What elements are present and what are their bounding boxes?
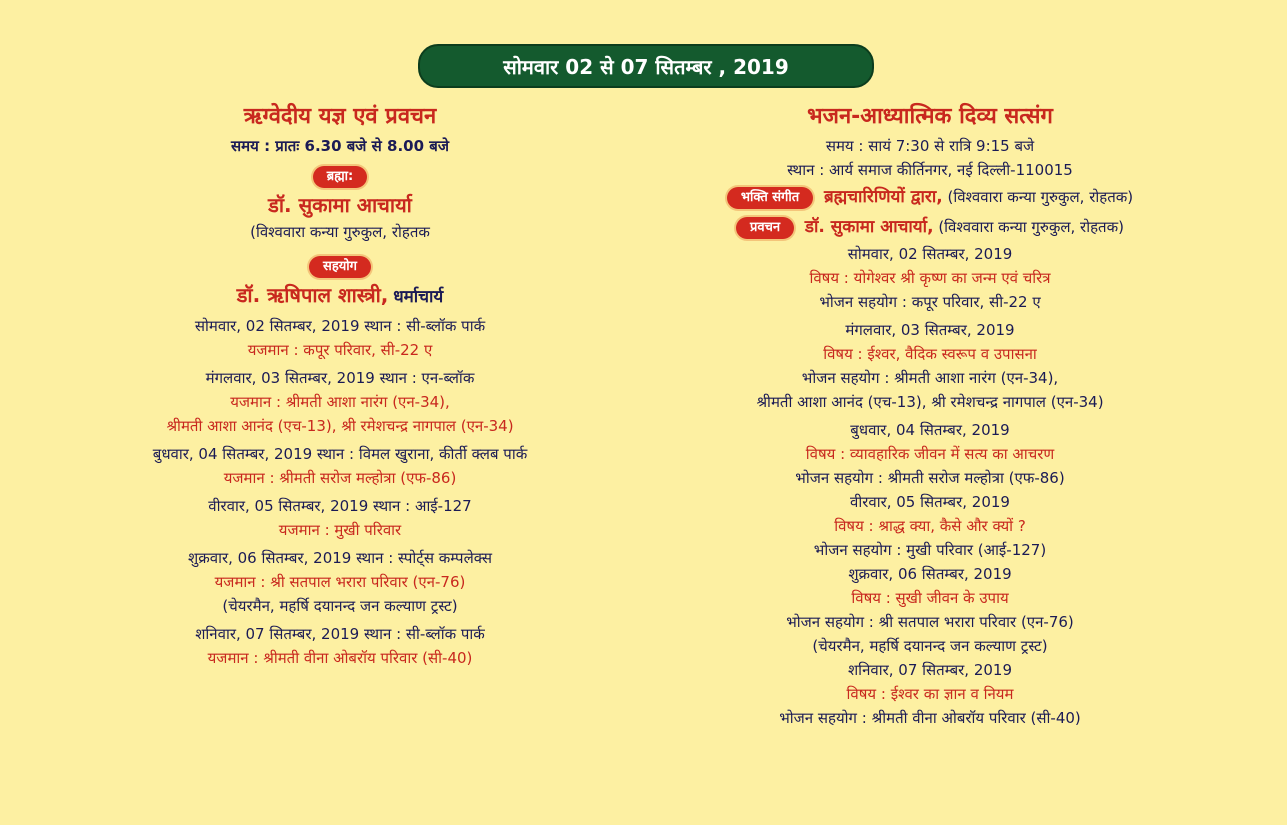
pravachan-line	[600, 212, 1260, 242]
left-column	[60, 100, 620, 670]
right-day-3	[600, 418, 1260, 490]
bhakti-org: (विश्ववारा कन्या गुरुकुल, रोहतक)	[947, 188, 1134, 206]
sahyog-role: धर्माचार्य	[393, 287, 444, 307]
left-day-line: शनिवार, 07 सितम्बर, 2019 स्थान : सी-ब्लॉक पार्क	[195, 625, 485, 643]
left-day-line: सोमवार, 02 सितम्बर, 2019 स्थान : सी-ब्लॉक पार्क	[194, 317, 486, 335]
right-day-date: मंगलवार, 03 सितम्बर, 2019	[845, 321, 1015, 339]
right-title: भजन-आध्यात्मिक दिव्य सत्संग	[807, 104, 1053, 129]
left-day-yajman: यजमान : श्री सतपाल भरारा परिवार (एन-76)	[214, 573, 466, 591]
sahyog-label: सहयोग	[309, 256, 371, 278]
right-day-bhojan: भोजन सहयोग : मुखी परिवार (आई-127)	[813, 541, 1047, 559]
right-day-date: बुधवार, 04 सितम्बर, 2019	[850, 421, 1010, 439]
right-day-4	[600, 490, 1260, 562]
right-day-topic: विषय : ईश्वर, वैदिक स्वरूप व उपासना	[823, 345, 1037, 363]
right-day-topic: विषय : सुखी जीवन के उपाय	[851, 589, 1009, 607]
brahma-name: डॉ. सुकामा आचार्या	[268, 193, 412, 217]
right-day-date: सोमवार, 02 सितम्बर, 2019	[847, 245, 1013, 263]
date-banner: सोमवार 02 से 07 सितम्बर , 2019	[418, 44, 874, 88]
left-day-yajman: यजमान : कपूर परिवार, सी-22 ए	[247, 341, 433, 359]
left-day-line: शुक्रवार, 06 सितम्बर, 2019 स्थान : स्पोर्ट्स कम्पलेक्स	[188, 549, 492, 567]
brahma-label: ब्रह्मा:	[313, 166, 367, 188]
left-day-line: वीरवार, 05 सितम्बर, 2019 स्थान : आई-127	[208, 497, 472, 515]
pravachan-name: डॉ. सुकामा आचार्या,	[804, 217, 934, 237]
right-day-topic: विषय : योगेश्वर श्री कृष्ण का जन्म एवं चरित्र	[809, 269, 1051, 287]
right-place: स्थान : आर्य समाज कीर्तिनगर, नई दिल्ली-110015	[787, 161, 1073, 179]
left-day-yajman-2: श्रीमती आशा आनंद (एच-13), श्री रमेशचन्द्र नागपाल (एन-34)	[166, 417, 514, 435]
left-day-yajman: यजमान : श्रीमती वीना ओबरॉय परिवार (सी-40)	[207, 649, 473, 667]
left-day-5	[60, 546, 620, 618]
right-day-6	[600, 658, 1260, 730]
right-day-bhojan-2: (चेयरमैन, महर्षि दयानन्द जन कल्याण ट्रस्ट)	[812, 637, 1048, 655]
right-day-bhojan: भोजन सहयोग : श्री सतपाल भरारा परिवार (एन-76)	[786, 613, 1074, 631]
left-title: ऋग्वेदीय यज्ञ एवं प्रवचन	[243, 104, 437, 129]
right-day-topic: विषय : श्राद्ध क्या, कैसे और क्यों ?	[834, 517, 1026, 535]
right-day-bhojan: भोजन सहयोग : कपूर परिवार, सी-22 ए	[819, 293, 1041, 311]
sahyog-line	[60, 280, 620, 310]
left-day-1	[60, 314, 620, 362]
bhakti-line	[600, 182, 1260, 212]
right-day-bhojan: भोजन सहयोग : श्रीमती आशा नारंग (एन-34),	[801, 369, 1059, 387]
left-day-2	[60, 366, 620, 438]
brahma-org: (विश्ववारा कन्या गुरुकुल, रोहतक	[250, 223, 430, 241]
left-day-yajman: यजमान : श्रीमती सरोज मल्होत्रा (एफ-86)	[223, 469, 457, 487]
right-day-bhojan: भोजन सहयोग : श्रीमती सरोज मल्होत्रा (एफ-86)	[795, 469, 1065, 487]
right-day-date: शुक्रवार, 06 सितम्बर, 2019	[848, 565, 1012, 583]
right-day-topic: विषय : व्यावहारिक जीवन में सत्य का आचरण	[805, 445, 1055, 463]
left-day-6	[60, 622, 620, 670]
right-column	[600, 100, 1260, 730]
right-day-bhojan-2: श्रीमती आशा आनंद (एच-13), श्री रमेशचन्द्र नागपाल (एन-34)	[756, 393, 1104, 411]
left-day-3	[60, 442, 620, 490]
right-day-bhojan: भोजन सहयोग : श्रीमती वीना ओबरॉय परिवार (सी-40)	[779, 709, 1081, 727]
pravachan-org: (विश्ववारा कन्या गुरुकुल, रोहतक)	[938, 218, 1124, 236]
right-day-5	[600, 562, 1260, 658]
right-time: समय : सायं 7:30 से रात्रि 9:15 बजे	[825, 137, 1035, 155]
left-day-line: बुधवार, 04 सितम्बर, 2019 स्थान : विमल खुराना, कीर्ती क्लब पार्क	[152, 445, 528, 463]
bhakti-text: ब्रह्मचारिणियों द्वारा,	[823, 187, 943, 207]
pravachan-label: प्रवचन	[736, 217, 794, 239]
left-time: समय : प्रातः 6.30 बजे से 8.00 बजे	[231, 137, 449, 155]
sahyog-name: डॉ. ऋषिपाल शास्त्री,	[236, 283, 389, 307]
right-day-date: वीरवार, 05 सितम्बर, 2019	[850, 493, 1010, 511]
bhakti-label: भक्ति संगीत	[727, 187, 813, 209]
left-day-4	[60, 494, 620, 542]
left-day-line: मंगलवार, 03 सितम्बर, 2019 स्थान : एन-ब्लॉक	[205, 369, 475, 387]
right-day-topic: विषय : ईश्वर का ज्ञान व नियम	[846, 685, 1014, 703]
right-day-2	[600, 318, 1260, 414]
right-day-date: शनिवार, 07 सितम्बर, 2019	[847, 661, 1013, 679]
left-day-yajman: यजमान : श्रीमती आशा नारंग (एन-34),	[230, 393, 450, 411]
right-day-1	[600, 242, 1260, 314]
left-day-yajman: यजमान : मुखी परिवार	[278, 521, 402, 539]
left-day-note: (चेयरमैन, महर्षि दयानन्द जन कल्याण ट्रस्ट)	[222, 597, 458, 615]
